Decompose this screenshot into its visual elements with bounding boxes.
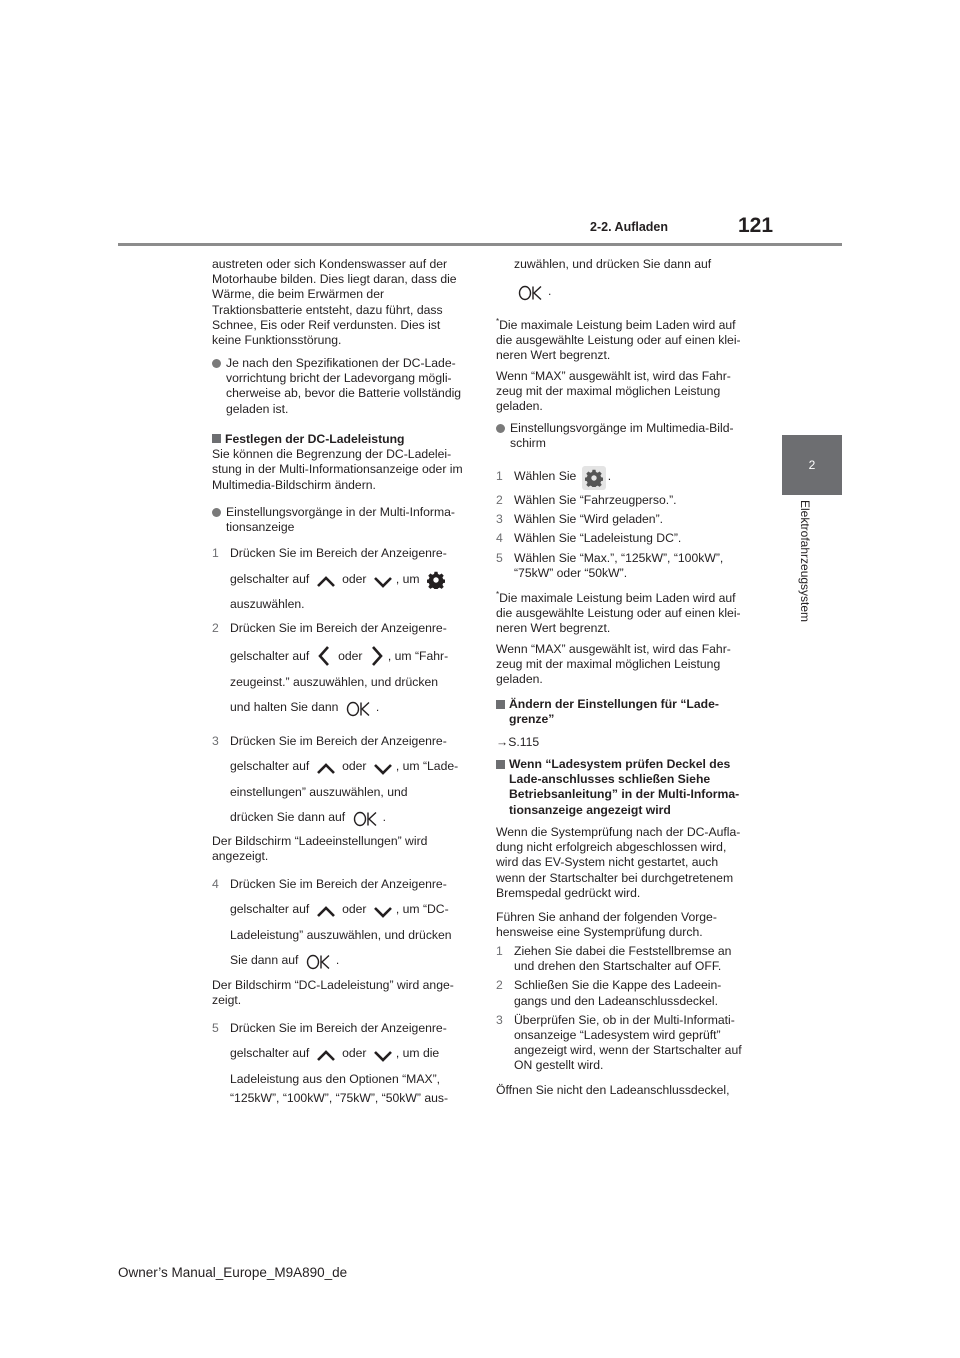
step-number: 3 — [496, 1012, 503, 1027]
footer-text: Owner’s Manual_Europe_M9A890_de — [118, 1265, 348, 1280]
step-text: Drücken Sie im Bereich der Anzeigenre- — [230, 734, 447, 748]
step-number: 5 — [496, 550, 503, 565]
step-number: 2 — [496, 978, 503, 993]
paragraph: Sie können die Begrenzung der DC-Ladelei-stung in der Multi-Informationsanzeige oder im Multimedia-Bildschirm ändern. — [212, 447, 463, 492]
step-text: gelschalter auf — [230, 572, 310, 587]
bullet-icon — [212, 359, 221, 368]
step-5 — [212, 1021, 464, 1107]
right-heading-3 — [496, 757, 748, 818]
step-text: . — [607, 469, 612, 483]
step-text: . — [382, 810, 386, 825]
step-text: auszuwählen. — [230, 597, 305, 612]
step-text: gelschalter auf — [230, 649, 310, 664]
chevron-up-icon — [317, 1049, 335, 1063]
paragraph: Der Bildschirm “DC-Ladeleistung” wird ange-zeigt. — [212, 978, 454, 1008]
step-text: Drücken Sie im Bereich der Anzeigenre- — [230, 546, 447, 560]
ok-icon — [518, 285, 544, 301]
left-bullet-1 — [212, 356, 464, 417]
step-number: 2 — [496, 493, 503, 507]
footnote-text: Die maximale Leistung beim Laden wird auf die ausgewählte Leistung oder auf einen klei-neren Wert begrenzt. — [496, 591, 741, 636]
step-number: 3 — [496, 512, 503, 527]
page-reference-link: →S.115 — [496, 735, 540, 749]
step-text: , um “Fahr- — [387, 649, 449, 664]
step-text: , um die — [395, 1046, 440, 1061]
page-reference — [496, 735, 748, 750]
step-text: Schließen Sie die Kappe des Ladeein-gangs und den Ladeanschlussdeckel. — [514, 978, 722, 1008]
paragraph: Führen Sie anhand der folgenden Vorge-hensweise eine Systemprüfung durch. — [496, 910, 717, 940]
step-4 — [212, 877, 464, 970]
step-text: Ladeleistung aus den Optionen “MAX”, — [230, 1072, 441, 1087]
chevron-down-icon — [374, 1049, 392, 1063]
section-title: 2-2. Aufladen — [590, 220, 669, 234]
footnote-mark: * — [496, 317, 500, 326]
right-max-1 — [496, 369, 748, 415]
paragraph: Wenn die Systemprüfung nach der DC-Aufla-dung nicht erfolgreich abgeschlossen wird, wird das EV-System nicht gestartet, auch wenn der Startschalter bei durchgetretenem Bremspedal gedrückt wird. — [496, 825, 741, 900]
square-icon — [496, 760, 505, 769]
step-text: . — [335, 953, 340, 968]
ok-icon — [353, 811, 379, 827]
section-heading: Festlegen der DC-Ladeleistung — [225, 432, 405, 446]
step-text: Wählen Sie “Wird geladen”. — [514, 512, 664, 527]
right-continuation — [496, 257, 748, 301]
header-rule — [118, 243, 842, 246]
section-heading: Ändern der Einstellungen für “Lade-grenze” — [509, 697, 719, 727]
bullet-icon — [496, 424, 505, 433]
step-2 — [212, 621, 464, 717]
chevron-up-icon — [317, 905, 335, 919]
step-text: drücken Sie dann auf — [230, 810, 346, 825]
step-3 — [212, 734, 464, 827]
paragraph: Öffnen Sie nicht den Ladeanschlussdeckel, — [496, 1083, 730, 1097]
bullet-text: Je nach den Spezifikationen der DC-Lade-vorrichtung bricht der Ladevorgang mögli-cherweise ab, bevor die Batterie vollständig geladen ist. — [226, 356, 462, 416]
step-text: gelschalter auf — [230, 1046, 310, 1061]
step-text: oder — [342, 572, 367, 587]
step-text: Überprüfen Sie, ob in der Multi-Informati-onsanzeige “Ladesystem wird geprüft” angezeigt wird, wenn der Startschalter auf ON gestellt wird. — [514, 1012, 742, 1073]
chapter-title — [798, 500, 812, 640]
step-text: gelschalter auf — [230, 759, 310, 774]
step-text: oder — [342, 1046, 367, 1061]
right-heading-2 — [496, 697, 748, 727]
step-number: 1 — [496, 944, 503, 958]
bullet-text: Einstellungsvorgänge in der Multi-Informa-tionsanzeige — [226, 505, 455, 535]
footnote-1 — [496, 314, 748, 364]
paragraph: austreten oder sich Kondenswasser auf der Motorhaube bilden. Dies liegt daran, dass die Wärme, die beim Erwärmen der Traktionsbatterie entsteht, dazu führt, dass Schnee, Eis oder Reif verdunsten. Dies ist keine Funktionsstörung. — [212, 257, 457, 348]
step-text: “125kW”, “100kW”, “75kW”, “50kW” aus- — [230, 1091, 449, 1106]
chevron-left-icon — [317, 646, 331, 666]
step-text: , um — [395, 572, 420, 587]
footnote-text: Die maximale Leistung beim Laden wird auf die ausgewählte Leistung oder auf einen klei-neren Wert begrenzt. — [496, 318, 741, 363]
chevron-down-icon — [374, 575, 392, 589]
step-text: oder — [342, 902, 367, 917]
step-text: Wählen Sie — [514, 469, 577, 483]
bullet-text: Einstellungsvorgänge im Multimedia-Bild-schirm — [510, 421, 734, 451]
step-text: Wählen Sie “Ladeleistung DC”. — [514, 531, 682, 546]
square-icon — [212, 434, 221, 443]
step-number: 3 — [212, 734, 219, 748]
chevron-up-icon — [317, 762, 335, 776]
left-bullet-2 — [212, 505, 464, 535]
step-text: zeugeinst.” auszuwählen, und drücken — [230, 675, 438, 690]
step-text: , um “Lade- — [395, 759, 459, 774]
r-step-1 — [496, 466, 748, 490]
left-after-3 — [212, 834, 464, 864]
footnote-2 — [496, 587, 748, 637]
square-icon — [496, 700, 505, 709]
step-text: und halten Sie dann — [230, 700, 339, 715]
settings-button-icon — [582, 466, 606, 490]
right-h3-para-a — [496, 825, 748, 901]
step-text: Drücken Sie im Bereich der Anzeigenre- — [230, 1021, 447, 1035]
step-text: . — [375, 700, 380, 715]
step-1 — [212, 546, 464, 612]
left-intro — [212, 257, 464, 348]
step-number: 4 — [212, 877, 219, 891]
right-max-2 — [496, 642, 748, 688]
paragraph: Wenn “MAX” ausgewählt ist, wird das Fahr-zeug mit der maximal möglichen Leistung geladen. — [496, 369, 731, 414]
chevron-right-icon — [370, 646, 384, 666]
step-text: oder — [338, 649, 363, 664]
bullet-icon — [212, 508, 221, 517]
chapter-tab: 2 — [782, 435, 842, 495]
check-steps — [496, 944, 748, 1074]
ok-icon — [346, 701, 372, 717]
gear-icon — [585, 469, 603, 487]
step-number: 1 — [212, 546, 219, 560]
chevron-down-icon — [374, 905, 392, 919]
left-after-4 — [212, 978, 464, 1008]
step-number: 4 — [496, 531, 503, 546]
step-text: Wählen Sie “Max.”, “125kW”, “100kW”, “75kW” oder “50kW”. — [514, 550, 724, 580]
right-bullet-3 — [496, 421, 748, 451]
gear-icon — [427, 571, 445, 589]
paragraph: Der Bildschirm “Ladeeinstellungen” wird angezeigt. — [212, 834, 428, 864]
right-h3-para-b — [496, 910, 748, 940]
step-text: zuwählen, und drücken Sie dann auf — [514, 257, 712, 271]
step-text: einstellungen” auszuwählen, und — [230, 785, 408, 800]
step-text: Drücken Sie im Bereich der Anzeigenre- — [230, 621, 447, 635]
footnote-mark: * — [496, 590, 500, 599]
step-text: gelschalter auf — [230, 902, 310, 917]
page-number: 121 — [738, 214, 774, 237]
section-heading: Wenn “Ladesystem prüfen Deckel des Lade-anschlusses schließen Siehe Betriebsanleitung” in der Multi-Informa-tionsanzeige angezeigt wird — [509, 757, 740, 817]
step-text: Ladeleistung” auszuwählen, und drücken — [230, 928, 452, 943]
step-number: 5 — [212, 1021, 219, 1035]
step-text: Drücken Sie im Bereich der Anzeigenre- — [230, 877, 447, 891]
chevron-down-icon — [374, 762, 392, 776]
right-last — [496, 1083, 748, 1098]
chevron-up-icon — [317, 575, 335, 589]
step-number: 1 — [496, 469, 503, 483]
step-text: Ziehen Sie dabei die Feststellbremse an und drehen den Startschalter auf OFF. — [514, 944, 732, 974]
step-number: 2 — [212, 621, 219, 635]
ok-icon — [306, 954, 332, 970]
step-text: Sie dann auf — [230, 953, 299, 968]
step-text: Wählen Sie “Fahrzeugperso.”. — [514, 493, 677, 507]
r-steps-2-5 — [496, 493, 748, 581]
chapter-title-text: Elektrofahrzeugsystem — [798, 500, 812, 623]
left-heading-1 — [212, 432, 464, 493]
step-text: . — [548, 284, 552, 299]
step-text: oder — [342, 759, 367, 774]
paragraph: Wenn “MAX” ausgewählt ist, wird das Fahr-zeug mit der maximal möglichen Leistung geladen. — [496, 642, 731, 687]
step-text: , um “DC- — [395, 902, 449, 917]
